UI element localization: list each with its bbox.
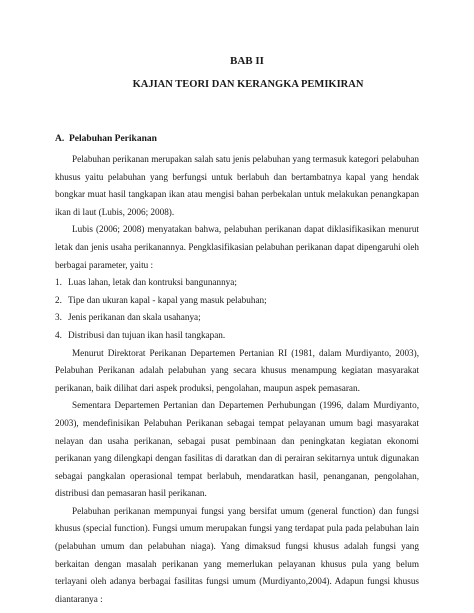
list-item-text: Luas lahan, letak dan kontruksi bangunannya;: [68, 277, 237, 288]
body-text: [55, 151, 419, 608]
list-item: [55, 309, 419, 327]
list-item-number: 4.: [55, 329, 62, 340]
paragraph-4: Sementara Departemen Pertanian dan Departemen Perhubungan (1996, dalam Murdiyanto, 2003), mendefinisikan Pelabuhan Perikanan sebagai tempat pelayanan umum bagi masyarakat nelayan dan usaha perikanan, sebagai pusat pembinaan dan peningkatan kegiatan ekonomi perikanan yang dilengkapi dengan fasilitas di daratkan dan di perairan sekitarnya untuk digunakan sebagai pangkalan operasional tempat berlabuh, mendaratkan hasil, penanganan, pengolahan, distribusi dan pemasaran hasil perikanan.: [55, 400, 419, 499]
paragraph-1: Pelabuhan perikanan merupakan salah satu jenis pelabuhan yang termasuk kategori pelabuhan khusus yaitu pelabuhan yang berfungsi untuk berlabuh dan bertambatnya kapal yang hendak bongkar muat hasil tangkapan ikan atau mengisi bahan perbekalan untuk melakukan penangkapan ikan di laut (Lubis, 2006; 2008).: [55, 154, 419, 217]
section-heading: [55, 134, 157, 144]
paragraph-2: Lubis (2006; 2008) menyatakan bahwa, pelabuhan perikanan dapat diklasifikasikan menurut letak dan jenis usaha perikanannya. Pengklasifikasian pelabuhan perikanan dapat dipengaruhi oleh berbagai parameter, yaitu :: [55, 224, 419, 270]
chapter-title: KAJIAN TEORI DAN KERANGKA PEMIKIRAN: [132, 79, 364, 90]
section-number: A.: [55, 134, 65, 144]
list-item-text: Distribusi dan tujuan ikan hasil tangkapan.: [68, 329, 226, 340]
list-item-number: 3.: [55, 312, 62, 323]
list-item-number: 2.: [55, 294, 62, 305]
list-item-number: 1.: [55, 277, 62, 288]
list-item: [55, 292, 419, 310]
list-item: [55, 327, 419, 345]
paragraph-3: Menurut Direktorat Perikanan Departemen Pertanian RI (1981, dalam Murdiyanto, 2003), Pelabuhan Perikanan adalah pelabuhan yang secara khusus menampung kegiatan masyarakat perikanan, baik dilihat dari aspek produksi, pengolahan, maupun aspek pemasaran.: [55, 347, 419, 393]
paragraph-5: Pelabuhan perikanan mempunyai fungsi yang bersifat umum (general function) dan fungsi khusus (special function). Fungsi umum merupakan fungsi yang terdapat pula pada pelabuhan lain (pelabuhan umum dan pelabuhan niaga). Yang dimaksud fungsi khusus adalah fungsi yang berkaitan dengan masalah perikanan yang memerlukan pelayanan khusus pula yang belum terlayani oleh adanya berbagai fasilitas fungsi umum (Murdiyanto,2004). Adapun fungsi khusus diantaranya :: [55, 505, 419, 604]
list-item-text: Jenis perikanan dan skala usahanya;: [68, 312, 201, 323]
list-item: [55, 274, 419, 292]
section-title: Pelabuhan Perikanan: [69, 134, 157, 144]
chapter-heading: BAB II: [230, 55, 264, 67]
list-item-text: Tipe dan ukuran kapal - kapal yang masuk pelabuhan;: [68, 294, 267, 305]
